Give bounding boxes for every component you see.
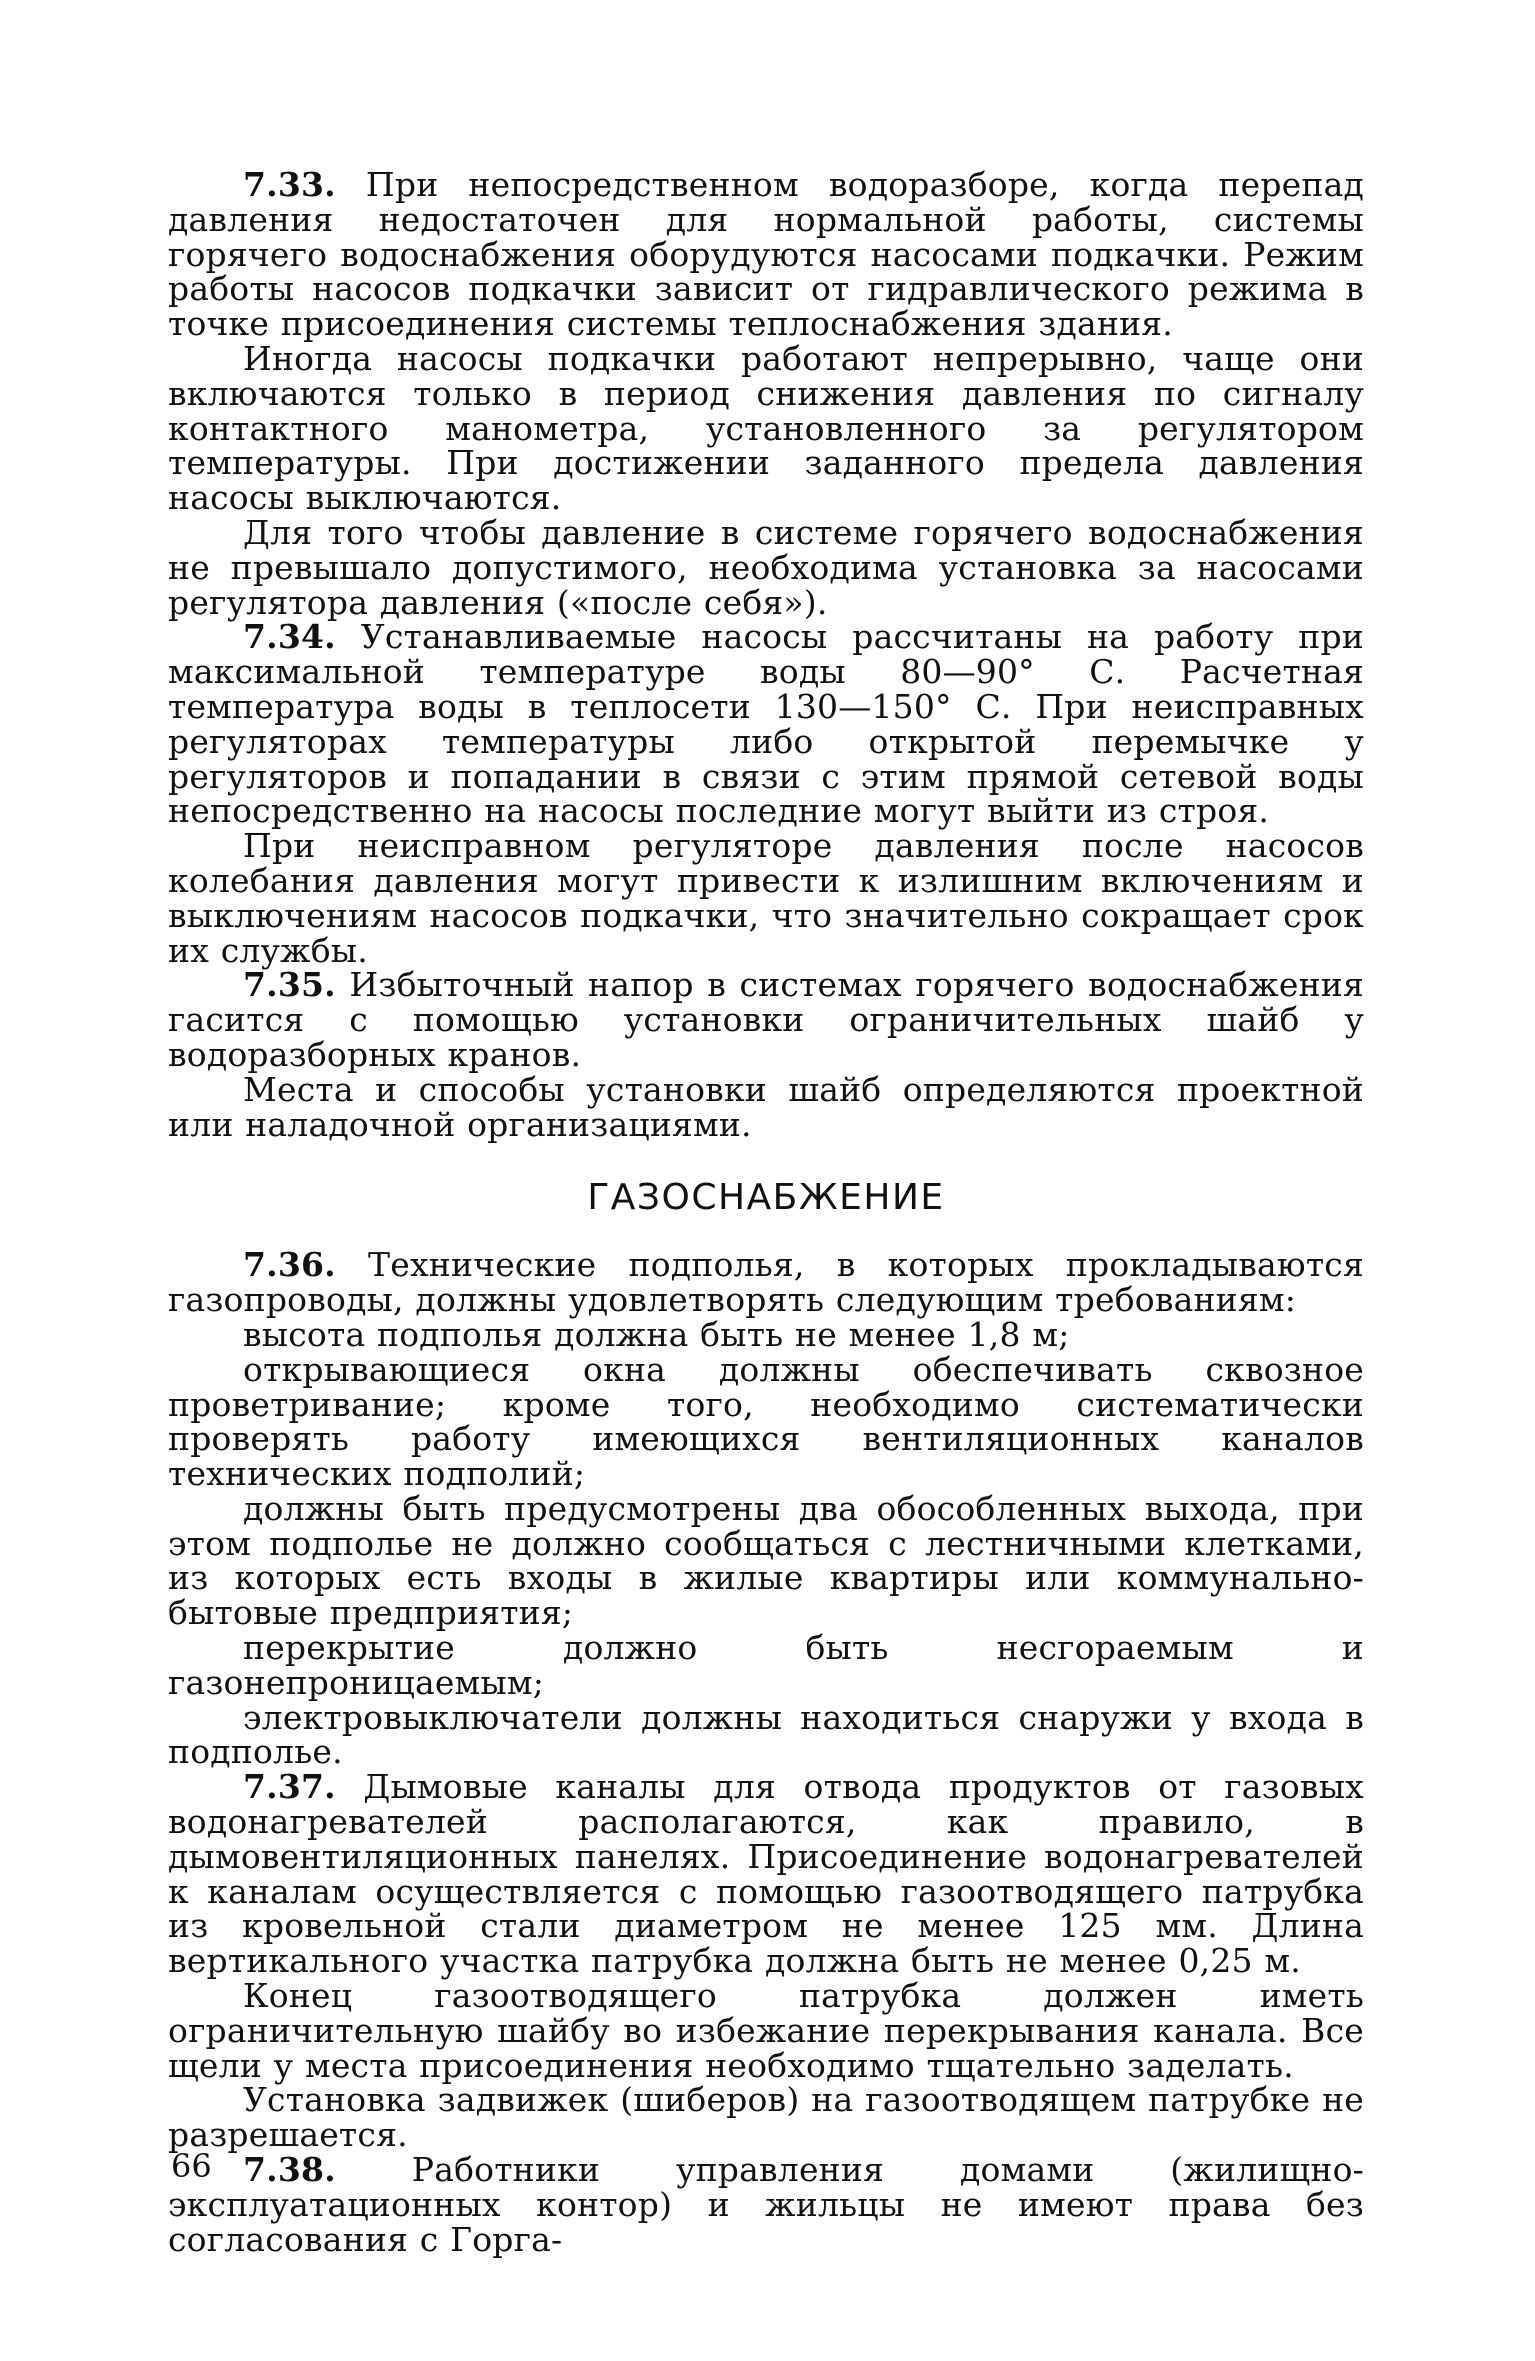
paragraph-text: Иногда насосы подкачки работают непрерывно, чаще они включаются только в период снижения давления по сигналу контактного манометра, установленного за регулятором температуры. При достижении заданного предела давления насосы выключаются. <box>168 338 1364 518</box>
clause-number: 7.38. <box>243 2150 336 2190</box>
paragraph <box>168 1976 1364 2085</box>
paragraph-text: При непосредственном водоразборе, когда перепад давления недостаточен для нормальной работы, системы горячего водоснабжения оборудуются насосами подкачки. Режим работы насосов подкачки зависит от гидравлического режима в точке присоединения системы теплоснабжения здания. <box>168 165 1364 344</box>
clause-number: 7.33. <box>243 165 336 204</box>
paragraph-7-33 <box>168 165 1364 344</box>
section-heading: ГАЗОСНАБЖЕНИЕ <box>587 1177 945 1219</box>
paragraph-text: При неисправном регуляторе давления после насосов колебания давления могут привести к излишним включениям и выключениям насосов подкачки, что значительно сокращает срок их службы. <box>168 826 1364 970</box>
requirement-text: электровыключатели должны находиться снаружи у входа в подполье. <box>168 1697 1364 1772</box>
paragraph-text: Конец газоотводящего патрубка должен иметь ограничительную шайбу во избежание перекрывания канала. Все щели у места присоединения необходимо тщательно заделать. <box>168 1976 1364 2085</box>
paragraph-text: Установка задвижек (шиберов) на газоотводящем патрубке не разрешается. <box>168 2080 1364 2155</box>
paragraph <box>168 2080 1364 2155</box>
paragraph-text: Дымовые каналы для отвода продуктов от газовых водонагревателей располагаются, как правило, в дымовентиляционных панелях. Присоединение водонагревателей к каналам осуществляется с помощью газоотводящего патрубка из кровельной стали диаметром не менее 125 мм. Длина вертикального участка патрубка должна быть не менее 0,25 м. <box>168 1767 1364 1981</box>
paragraph-7-38 <box>168 2150 1364 2259</box>
paragraph-7-36 <box>168 1245 1364 1320</box>
text-body <box>168 165 1364 2259</box>
clause-number: 7.37. <box>243 1767 336 1807</box>
paragraph-text: Избыточный напор в системах горячего водоснабжения гасится с помощью установки ограничительных шайб у водоразборных кранов. <box>168 965 1364 1074</box>
paragraph <box>168 1069 1364 1144</box>
paragraph-text: Работники управления домами (жилищно-эксплуатационных контор) и жильцы не имеют права без согласования с Горга- <box>168 2150 1364 2259</box>
requirement-text: перекрытие должно быть несгораемым и газонепроницаемым; <box>168 1628 1364 1702</box>
requirement-item <box>168 1314 1364 1354</box>
clause-number: 7.36. <box>243 1245 336 1285</box>
clause-number: 7.34. <box>243 617 336 657</box>
paragraph-7-37 <box>168 1767 1364 1981</box>
requirement-item <box>168 1697 1364 1772</box>
paragraph-text: Технические подполья, в которых прокладываются газопроводы, должны удовлетворять следующим требованиям: <box>168 1245 1364 1320</box>
requirement-text: высота подполья должна быть не менее 1,8 м; <box>243 1314 1070 1354</box>
requirement-item <box>168 1488 1364 1633</box>
paragraph <box>168 826 1364 970</box>
paragraph <box>168 512 1364 622</box>
requirement-text: должны быть предусмотрены два обособленных выхода, при этом подполье не должно сообщаться с лестничными клетками, из которых есть входы в жилые квартиры или коммунально-бытовые предприятия; <box>168 1488 1364 1633</box>
paragraph-7-35 <box>168 965 1364 1074</box>
clause-number: 7.35. <box>243 965 336 1005</box>
requirement-item <box>168 1628 1364 1702</box>
paragraph-text: Устанавливаемые насосы рассчитаны на работу при максимальной температуре воды 80—90° С. Расчетная температура воды в теплосети 130—150° С. При неисправных регуляторах температуры либо открытой перемычке у регуляторов и попадании в связи с этим прямой сетевой воды непосредственно на насосы последние могут выйти из строя. <box>168 617 1364 831</box>
paragraph-7-34 <box>168 617 1364 831</box>
requirement-item <box>168 1349 1364 1494</box>
paragraph-text: Места и способы установки шайб определяются проектной или наладочной организациями. <box>168 1069 1364 1144</box>
requirement-text: открывающиеся окна должны обеспечивать сквозное проветривание; кроме того, необходимо систематически проверять работу имеющихся вентиляционных каналов технических подполий; <box>168 1349 1364 1494</box>
paragraph <box>168 338 1364 518</box>
paragraph-text: Для того чтобы давление в системе горячего водоснабжения не превышало допустимого, необходима установка за насосами регулятора давления («после себя»). <box>168 512 1364 622</box>
page-number: 66 <box>171 2147 212 2185</box>
